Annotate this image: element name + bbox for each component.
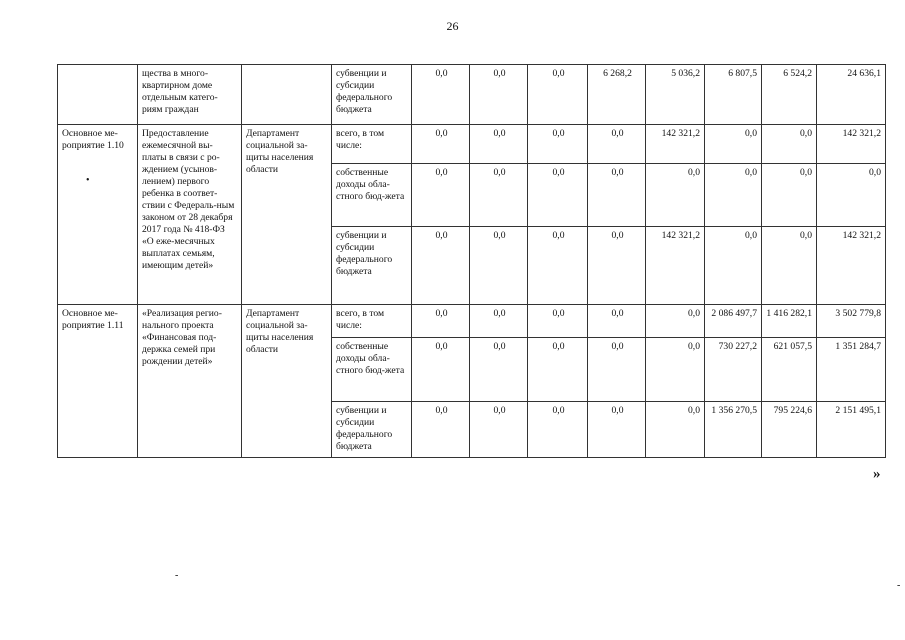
value-cell: 1 356 270,5 <box>705 402 762 458</box>
value-cell: 5 036,2 <box>646 65 705 125</box>
value-cell: 0,0 <box>588 402 646 458</box>
value-cell: 6 807,5 <box>705 65 762 125</box>
event-cell: Основное ме-роприятие 1.11 <box>58 305 138 458</box>
description-cell: «Реализация регио-нального проекта «Финансовая под-держка семей при рождении детей» <box>138 305 242 458</box>
value-cell: 0,0 <box>412 227 470 305</box>
value-cell: 0,0 <box>470 164 528 227</box>
executor-cell: Департамент социальной за-щиты населения области <box>242 125 332 305</box>
value-cell: 0,0 <box>705 125 762 164</box>
source-cell: собственные доходы обла-стного бюд-жета <box>332 164 412 227</box>
value-cell: 0,0 <box>646 338 705 402</box>
source-cell: всего, в том числе: <box>332 125 412 164</box>
dash-mark: - <box>175 570 179 581</box>
value-cell: 0,0 <box>470 65 528 125</box>
value-cell: 6 268,2 <box>588 65 646 125</box>
value-cell: 0,0 <box>762 164 817 227</box>
value-cell: 1 351 284,7 <box>817 338 886 402</box>
value-cell: 0,0 <box>588 164 646 227</box>
value-cell: 730 227,2 <box>705 338 762 402</box>
value-cell: 0,0 <box>470 338 528 402</box>
value-cell: 621 057,5 <box>762 338 817 402</box>
table-row <box>58 65 886 125</box>
source-cell: собственные доходы обла-стного бюд-жета <box>332 338 412 402</box>
value-cell: 0,0 <box>646 164 705 227</box>
value-cell: 0,0 <box>528 125 588 164</box>
tick-mark: - <box>897 580 901 591</box>
value-cell: 0,0 <box>528 227 588 305</box>
value-cell: 2 151 495,1 <box>817 402 886 458</box>
value-cell: 0,0 <box>412 338 470 402</box>
value-cell: 0,0 <box>412 164 470 227</box>
value-cell: 0,0 <box>588 227 646 305</box>
table-body <box>58 65 886 458</box>
value-cell: 0,0 <box>705 164 762 227</box>
value-cell: 24 636,1 <box>817 65 886 125</box>
description-cell: Предоставление ежемесячной вы-платы в связи с ро-ждением (усынов-лением) первого ребенка в соответ-ствии с Федераль-ным законом от 28 декабря 2017 года № 418-ФЗ «О еже-месячных выплатах семьям, имеющим детей» <box>138 125 242 305</box>
value-cell: 795 224,6 <box>762 402 817 458</box>
executor-cell: Департамент социальной за-щиты населения области <box>242 305 332 458</box>
value-cell: 0,0 <box>528 65 588 125</box>
value-cell: 0,0 <box>412 65 470 125</box>
value-cell: 0,0 <box>646 402 705 458</box>
source-cell: субвенции и субсидии федерального бюджета <box>332 65 412 125</box>
value-cell: 3 502 779,8 <box>817 305 886 338</box>
value-cell: 0,0 <box>588 305 646 338</box>
value-cell: 142 321,2 <box>646 125 705 164</box>
source-cell: субвенции и субсидии федерального бюджета <box>332 227 412 305</box>
continuation-mark: » <box>873 466 881 482</box>
value-cell: 0,0 <box>762 227 817 305</box>
value-cell: 0,0 <box>528 305 588 338</box>
description-cell: щества в много-квартирном доме отдельным катего-риям граждан <box>138 65 242 125</box>
page-number: 26 <box>446 19 459 33</box>
value-cell: 0,0 <box>646 305 705 338</box>
value-cell: 0,0 <box>412 125 470 164</box>
executor-cell <box>242 65 332 125</box>
table-row <box>58 305 886 338</box>
value-cell: 0,0 <box>470 125 528 164</box>
value-cell: 0,0 <box>470 402 528 458</box>
value-cell: 0,0 <box>412 305 470 338</box>
value-cell: 0,0 <box>588 125 646 164</box>
value-cell: 0,0 <box>412 402 470 458</box>
value-cell: 0,0 <box>528 164 588 227</box>
value-cell: 142 321,2 <box>817 227 886 305</box>
value-cell: 0,0 <box>470 305 528 338</box>
dot-mark: • <box>86 175 90 186</box>
value-cell: 0,0 <box>470 227 528 305</box>
value-cell: 0,0 <box>817 164 886 227</box>
budget-table <box>57 64 886 458</box>
value-cell: 142 321,2 <box>817 125 886 164</box>
value-cell: 0,0 <box>705 227 762 305</box>
event-cell: Основное ме-роприятие 1.10 <box>58 125 138 305</box>
value-cell: 1 416 282,1 <box>762 305 817 338</box>
value-cell: 2 086 497,7 <box>705 305 762 338</box>
value-cell: 142 321,2 <box>646 227 705 305</box>
table-row <box>58 125 886 164</box>
value-cell: 0,0 <box>528 402 588 458</box>
value-cell: 0,0 <box>528 338 588 402</box>
event-cell <box>58 65 138 125</box>
value-cell: 0,0 <box>762 125 817 164</box>
source-cell: всего, в том числе: <box>332 305 412 338</box>
value-cell: 0,0 <box>588 338 646 402</box>
value-cell: 6 524,2 <box>762 65 817 125</box>
source-cell: субвенции и субсидии федерального бюджета <box>332 402 412 458</box>
